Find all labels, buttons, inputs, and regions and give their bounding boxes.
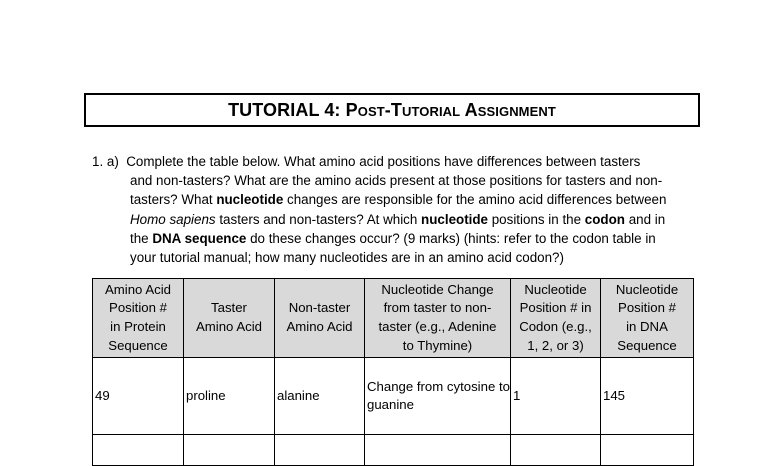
question-line-1 (92, 152, 704, 171)
cell-empty[interactable] (365, 435, 511, 466)
table-header-row (93, 279, 694, 358)
page-title (228, 100, 556, 121)
table-row (93, 358, 694, 435)
header-cell: Nucleotide Position # in DNA Sequence (601, 279, 694, 358)
header-cell: Nucleotide Position # in Codon (e.g., 1, 2, or 3) (511, 279, 601, 358)
question-line-4 (92, 210, 704, 229)
question-part: and in (624, 211, 666, 227)
cell-codon-position[interactable]: 1 (511, 358, 601, 435)
cell-nontaster-aa[interactable]: alanine (275, 358, 365, 435)
question-part: do these changes occur? (9 marks) (hints: refer to the codon table in (246, 230, 656, 246)
emphasis: nucleotide (216, 192, 284, 208)
header-cell: Taster Amino Acid (184, 279, 275, 358)
question-text (92, 152, 704, 267)
data-table (92, 278, 694, 466)
question-part: changes are responsible for the amino acid differences between (283, 192, 667, 208)
cell-nucleotide-change[interactable]: Change from cytosine to guanine (365, 358, 511, 435)
title-sub: Post-Tutorial Assignment (345, 99, 556, 120)
cell-taster-aa[interactable]: proline (184, 358, 275, 435)
question-part: positions in the (488, 211, 585, 227)
question-line-2: and non-tasters? What are the amino acids present at those positions for tasters and non- (130, 173, 663, 189)
emphasis: codon (584, 211, 625, 227)
question-line-5 (92, 229, 704, 248)
header-cell: Non-taster Amino Acid (275, 279, 365, 358)
header-cell: Nucleotide Change from taster to non- taster (e.g., Adenine to Thymine) (365, 279, 511, 358)
emphasis: nucleotide (421, 211, 489, 227)
species-name: Homo sapiens (130, 211, 216, 227)
question-part: Complete the table below. What amino acid positions have differences between tasters (126, 154, 641, 169)
cell-empty[interactable] (601, 435, 694, 466)
title-box (84, 93, 700, 127)
table-row (93, 435, 694, 466)
question-line-6: your tutorial manual; how many nucleotides are in an amino acid codon?) (130, 250, 564, 266)
question-part: tasters? What (130, 192, 217, 208)
cell-empty[interactable] (93, 435, 184, 466)
cell-dna-position[interactable]: 145 (601, 358, 694, 435)
cell-position[interactable]: 49 (93, 358, 184, 435)
question-line-3 (92, 190, 704, 209)
question-part: tasters and non-tasters? At which (215, 211, 422, 227)
question-prefix: 1. a) (92, 154, 119, 169)
header-cell: Amino Acid Position # in Protein Sequence (93, 279, 184, 358)
title-main: TUTORIAL 4: (228, 99, 341, 120)
cell-empty[interactable] (511, 435, 601, 466)
cell-empty[interactable] (275, 435, 365, 466)
emphasis: DNA sequence (152, 230, 247, 246)
question-part: the (130, 230, 153, 246)
cell-empty[interactable] (184, 435, 275, 466)
